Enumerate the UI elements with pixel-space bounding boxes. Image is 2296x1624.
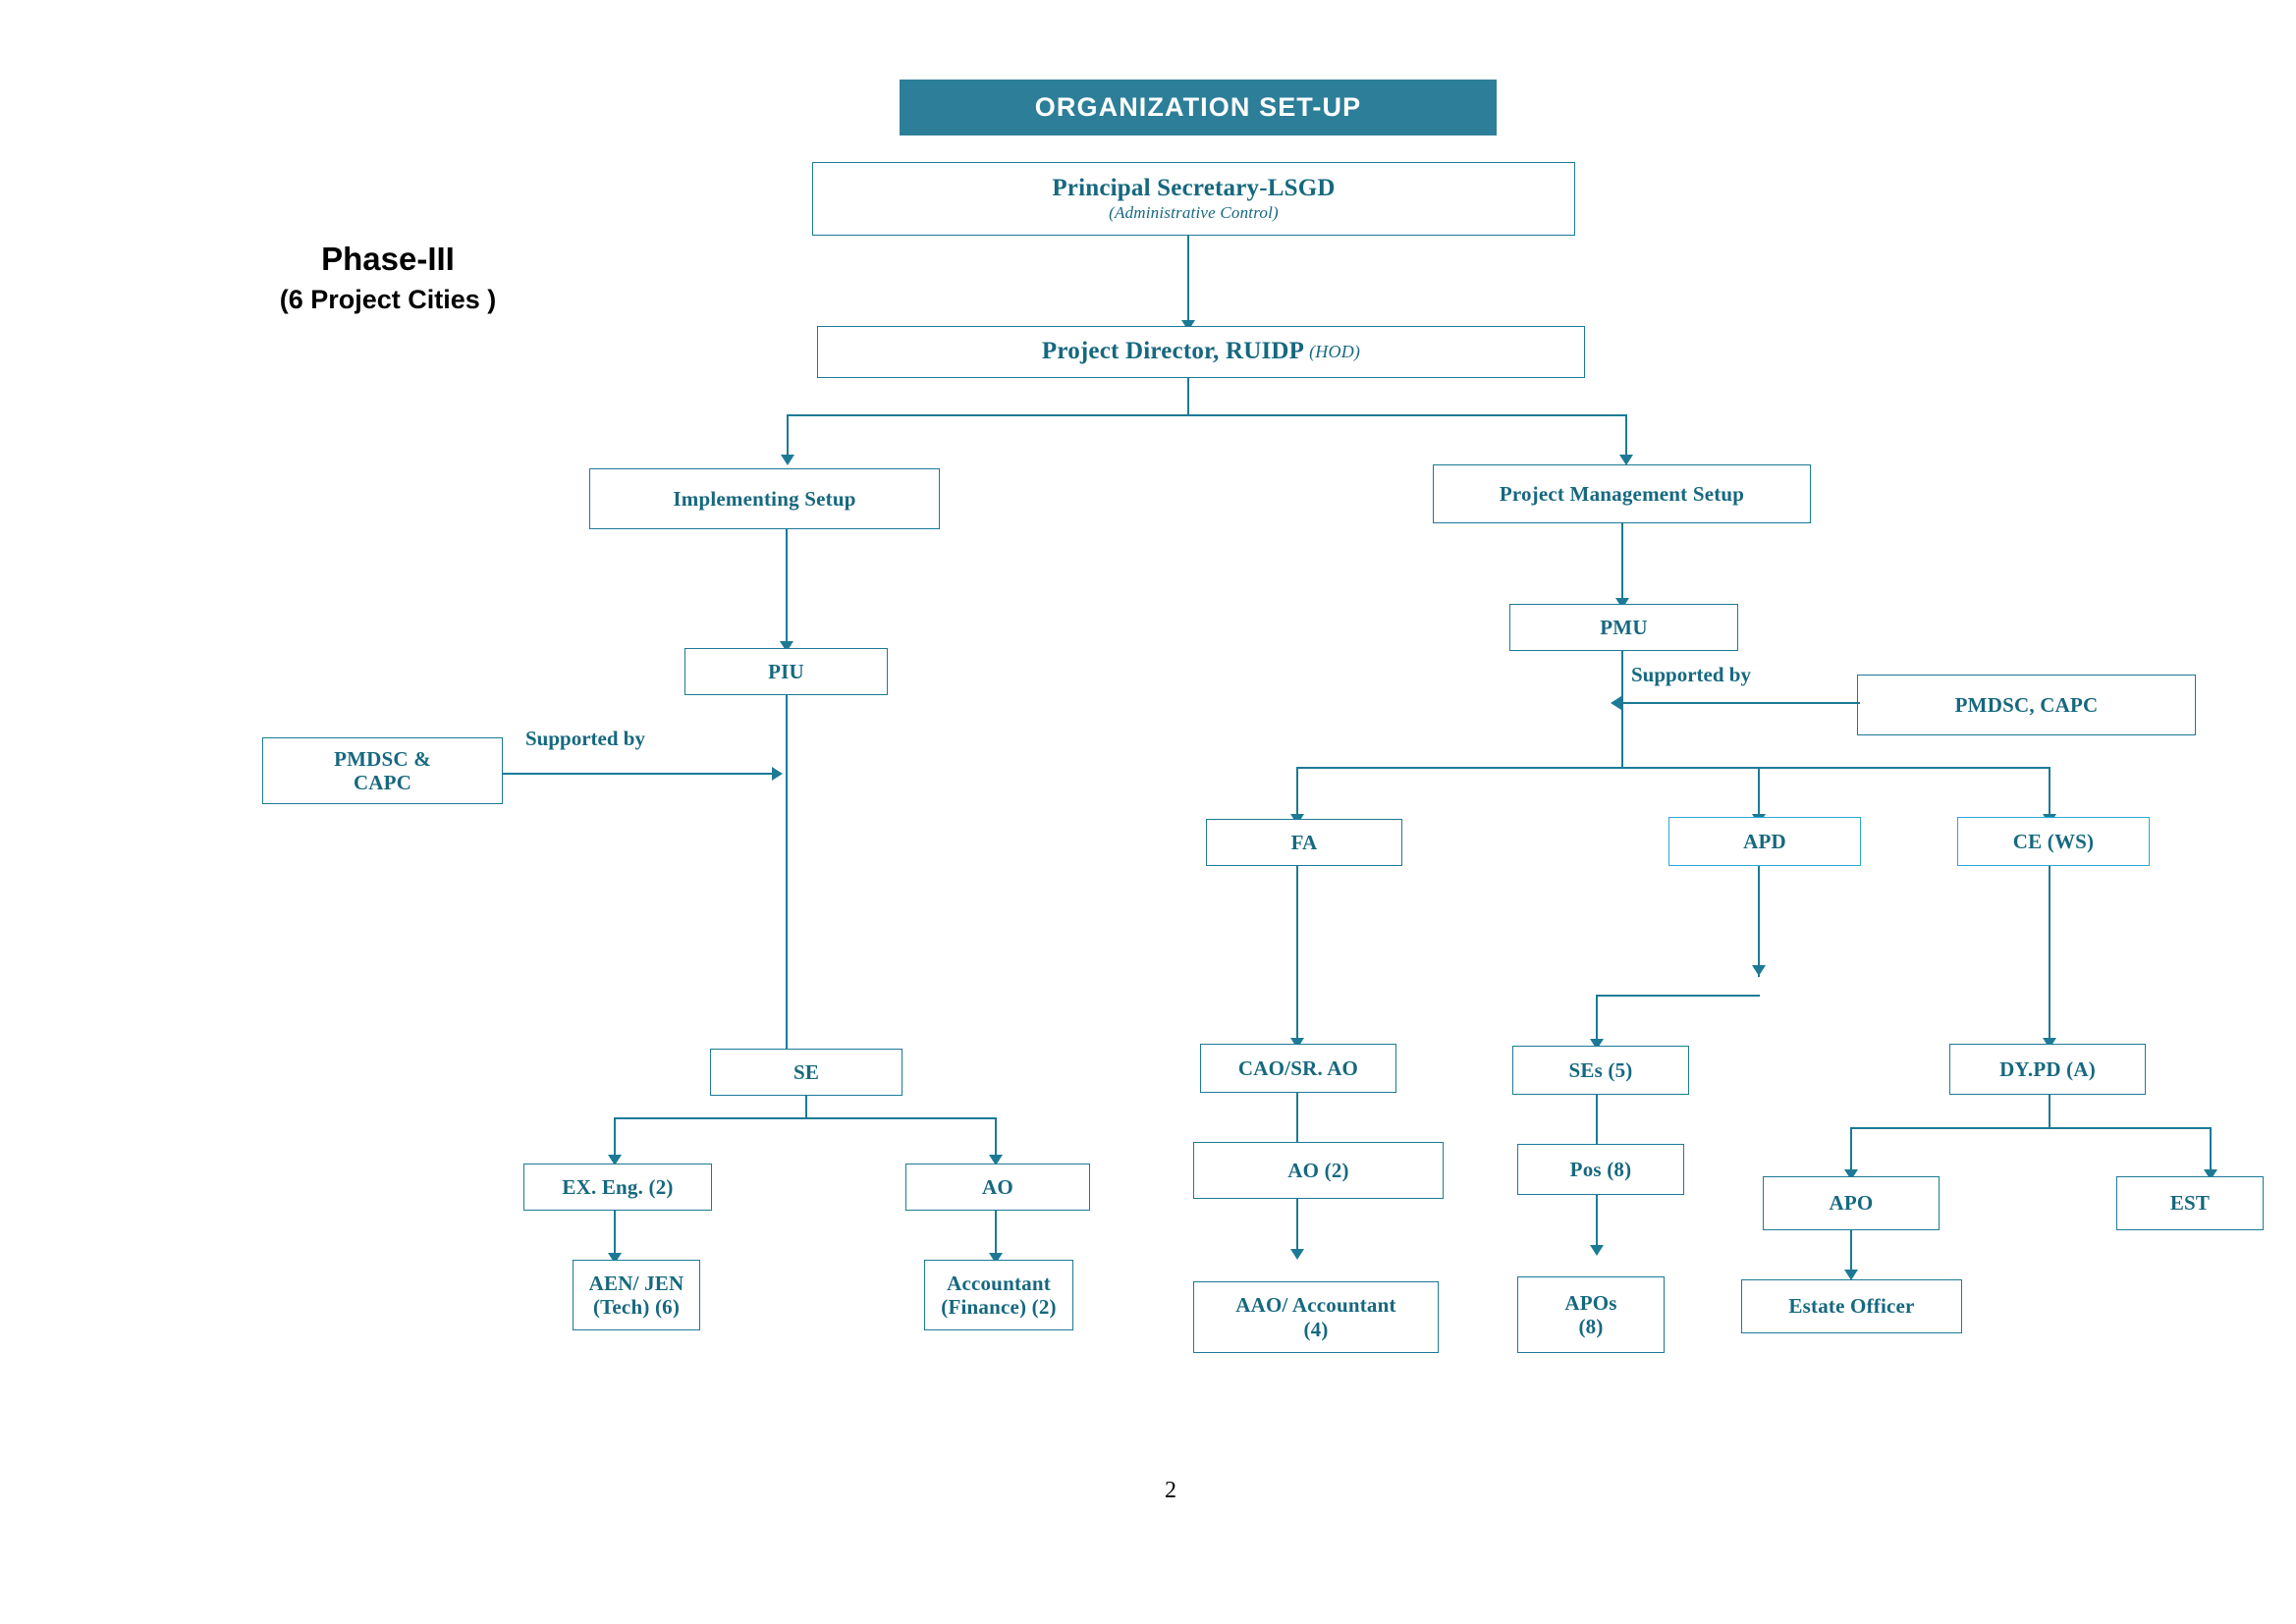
node-project-management-setup: [1433, 464, 1811, 523]
node-piu: [684, 648, 888, 695]
node-apd-title: APD: [1743, 829, 1786, 853]
arrow-pmdsc-pmu: [1611, 696, 1621, 710]
node-pmdsc-capc-left: [262, 737, 503, 804]
node-cao-sr-ao-title: CAO/SR. AO: [1237, 1056, 1359, 1080]
node-estate-officer-title: Estate Officer: [1788, 1294, 1915, 1319]
node-est: [2116, 1176, 2264, 1230]
node-piu-title: PIU: [768, 659, 804, 683]
node-aen-jen-line2: (Tech) (6): [592, 1295, 681, 1319]
node-apo-title: APO: [1829, 1191, 1874, 1216]
node-se-title: SE: [793, 1059, 820, 1084]
node-ao-2: [1193, 1142, 1444, 1199]
node-project-director-title: Project Director, RUIDP: [1041, 338, 1305, 365]
connector-bus-fa: [1296, 767, 1298, 818]
node-apos-8-line1: APOs: [1564, 1290, 1617, 1315]
node-fa: [1206, 819, 1402, 866]
connector-apd-bus: [1596, 995, 1760, 997]
node-pmdsc-capc-left-line2: CAPC: [353, 771, 412, 794]
arrow-ao2-aao: [1290, 1249, 1304, 1260]
connector-pmdsc-piu: [503, 773, 775, 775]
node-ce-ws: [1957, 817, 2150, 866]
connector-bus-apd: [1758, 767, 1760, 818]
node-ex-eng: [523, 1164, 712, 1211]
connector-ses-pos: [1596, 1095, 1598, 1144]
node-pmu: [1509, 604, 1738, 651]
node-implementing-setup-title: Implementing Setup: [673, 486, 856, 511]
connector-dypd-est-drop: [2210, 1127, 2212, 1173]
node-principal-secretary-title: Principal Secretary-LSGD: [1052, 175, 1336, 202]
node-aao-accountant-line2: (4): [1303, 1317, 1329, 1341]
node-apos-8-line2: (8): [1578, 1315, 1604, 1338]
connector-se-stem: [805, 1096, 807, 1119]
phase-label: [196, 238, 579, 317]
connector-pd-bus: [787, 414, 1626, 416]
label-supported-by-left: Supported by: [525, 727, 645, 750]
node-aao-accountant-line1: AAO/ Accountant: [1235, 1293, 1396, 1318]
connector-dypd-stem: [2049, 1095, 2050, 1129]
node-accountant-finance-line2: (Finance) (2): [941, 1295, 1057, 1319]
node-aen-jen: [573, 1260, 700, 1330]
node-est-title: EST: [2169, 1191, 2211, 1216]
label-supported-by-right: Supported by: [1631, 663, 1751, 686]
connector-se-exeng-drop: [614, 1117, 616, 1159]
node-pmdsc-capc-right: [1857, 675, 2196, 735]
node-cao-sr-ao: [1200, 1044, 1396, 1093]
node-apos-8: [1517, 1276, 1665, 1353]
connector-se-bus: [614, 1117, 997, 1119]
node-accountant-finance-line1: Accountant: [947, 1271, 1051, 1295]
connector-implementing-piu: [786, 529, 788, 645]
node-ses-5: [1512, 1046, 1689, 1095]
connector-pd-left-drop: [787, 414, 789, 459]
connector-se-ao-drop: [995, 1117, 997, 1159]
node-project-director-subtitle: (HOD): [1309, 342, 1361, 362]
node-dy-pd-a-title: DY.PD (A): [1999, 1056, 2096, 1081]
phase-label-line2: (6 Project Cities ): [279, 284, 497, 314]
connector-cao-ao2: [1296, 1093, 1298, 1142]
node-pmu-title: PMU: [1600, 615, 1648, 639]
arrow-pos-apos: [1590, 1245, 1604, 1256]
arrow-pd-implementing: [781, 455, 794, 465]
connector-apd-stem: [1758, 866, 1760, 977]
node-pmdsc-capc-left-line1: PMDSC &: [334, 746, 431, 771]
node-pos-8-title: Pos (8): [1569, 1157, 1632, 1181]
connector-ao2-aao: [1296, 1199, 1298, 1253]
connector-apd-ses-drop: [1596, 995, 1598, 1044]
node-principal-secretary-subtitle: (Administrative Control): [1109, 203, 1279, 223]
connector-dypd-apo-drop: [1850, 1127, 1852, 1173]
connector-pos-apos: [1596, 1195, 1598, 1249]
connector-bus-cews: [2049, 767, 2050, 818]
node-ce-ws-title: CE (WS): [2012, 829, 2095, 853]
node-implementing-setup: [589, 468, 940, 529]
phase-label-line1: Phase-III: [321, 241, 455, 277]
page-title-banner: [900, 80, 1497, 135]
node-fa-title: FA: [1290, 830, 1318, 854]
connector-apo-estate: [1850, 1230, 1852, 1273]
arrow-pmdsc-piu: [772, 767, 783, 781]
node-ex-eng-title: EX. Eng. (2): [562, 1174, 674, 1199]
connector-dypd-bus: [1850, 1127, 2212, 1129]
node-ao-2-title: AO (2): [1287, 1158, 1349, 1182]
node-dy-pd-a: [1949, 1044, 2146, 1095]
page-title: ORGANIZATION SET-UP: [1034, 92, 1362, 122]
node-ao-left-title: AO: [982, 1174, 1013, 1199]
node-ses-5-title: SEs (5): [1568, 1057, 1633, 1082]
node-project-director: [817, 326, 1585, 378]
connector-pd-right-drop: [1625, 414, 1627, 459]
node-aen-jen-line1: AEN/ JEN: [588, 1271, 684, 1295]
node-ao-left: [905, 1164, 1090, 1211]
node-project-management-setup-title: Project Management Setup: [1499, 481, 1745, 506]
connector-pmu-bus: [1296, 767, 2050, 769]
connector-cews-dypd: [2049, 866, 2050, 1043]
node-pos-8: [1517, 1144, 1684, 1195]
node-aao-accountant: [1193, 1281, 1439, 1353]
node-accountant-finance: [924, 1260, 1073, 1330]
node-se: [710, 1049, 902, 1096]
connector-pmu-bus-stem: [1621, 651, 1623, 769]
connector-ao-accountant: [995, 1211, 997, 1257]
node-apd: [1668, 817, 1861, 866]
connector-ps-pd: [1187, 236, 1189, 322]
node-estate-officer: [1741, 1279, 1962, 1333]
arrow-apd-down: [1752, 965, 1766, 976]
node-apo: [1763, 1176, 1940, 1230]
connector-pmdsc-pmu: [1621, 702, 1860, 704]
connector-fa-cao: [1296, 866, 1298, 1043]
connector-exeng-aenjen: [614, 1211, 616, 1257]
node-pmdsc-capc-right-title: PMDSC, CAPC: [1954, 692, 2099, 717]
connector-pms-pmu: [1621, 523, 1623, 602]
connector-piu-se: [786, 695, 788, 1054]
connector-pd-stem: [1187, 378, 1189, 415]
node-principal-secretary: [812, 162, 1575, 236]
page-number: 2: [1165, 1478, 1176, 1503]
